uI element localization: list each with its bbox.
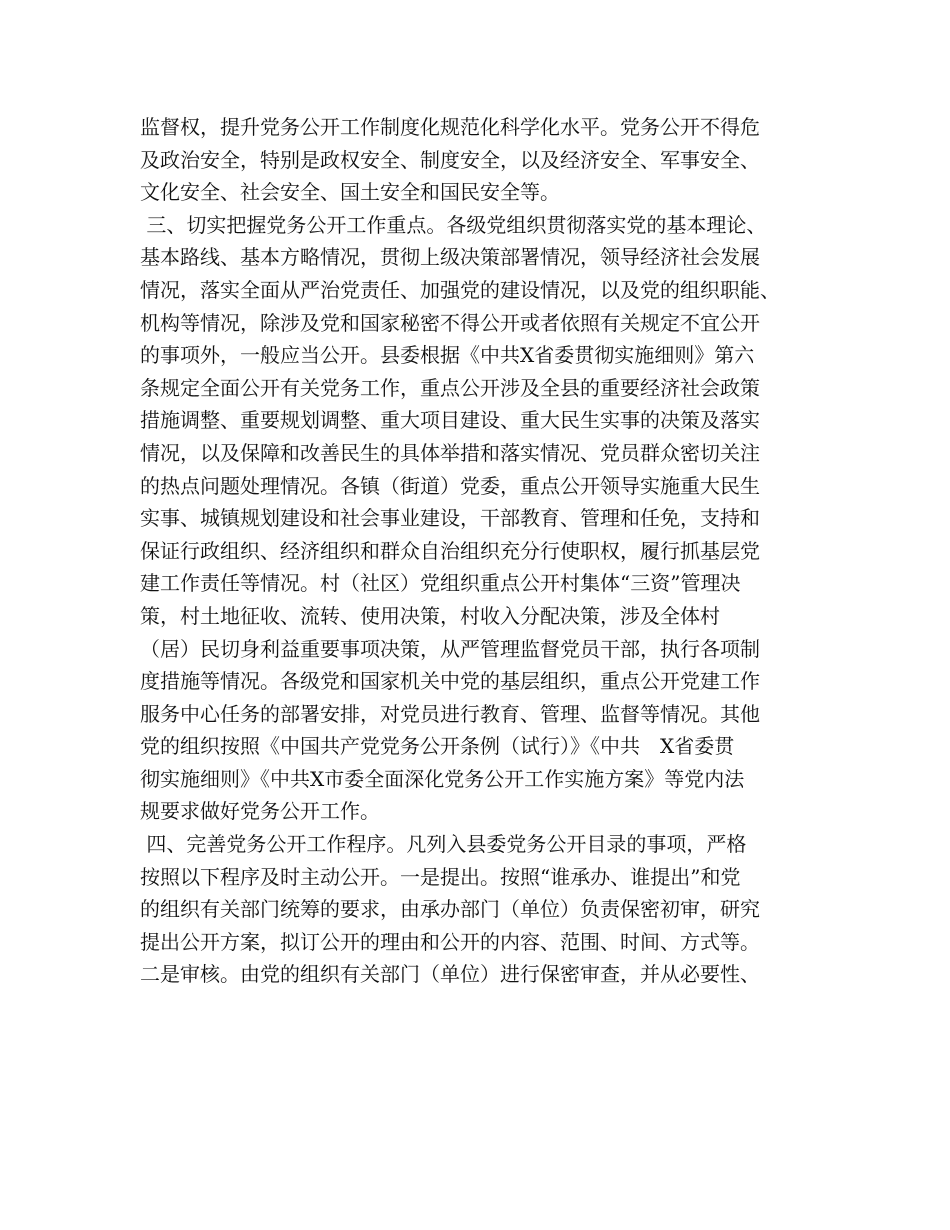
section-4-heading-line: 四、完善党务公开工作程序。凡列入县委党务公开目录的事项，严格 — [140, 832, 747, 857]
text-line: 建工作责任等情况。村（社区）党组织重点公开村集体“三资”管理决 — [140, 571, 741, 596]
text-line: 服务中心任务的部署安排，对党员进行教育、管理、监督等情况。其他 — [140, 701, 760, 726]
text-line: 的事项外，一般应当公开。县委根据《中共X省委贯彻实施细则》第六 — [140, 343, 755, 368]
text-line: 规要求做好党务公开工作。 — [140, 799, 380, 824]
text-line: 实事、城镇规划建设和社会事业建设，干部教育、管理和任免，支持和 — [140, 506, 760, 531]
text-line: 策，村土地征收、流转、使用决策，村收入分配决策，涉及全体村 — [140, 603, 720, 628]
text-line: 党的组织按照《中国共产党党务公开条例（试行）》《中共 X省委贯 — [140, 734, 735, 759]
text-line: 的组织有关部门统筹的要求，由承办部门（单位）负责保密初审，研究 — [140, 897, 760, 922]
text-line: 二是审核。由党的组织有关部门（单位）进行保密审查，并从必要性、 — [140, 962, 760, 987]
body-text — [140, 111, 830, 991]
text-line: 的热点问题处理情况。各镇（街道）党委，重点公开领导实施重大民生 — [140, 473, 760, 498]
text-line: 及政治安全，特别是政权安全、制度安全，以及经济安全、军事安全、 — [140, 147, 760, 172]
text-line: 度措施等情况。各级党和国家机关中党的基层组织，重点公开党建工作 — [140, 669, 760, 694]
text-line: 监督权，提升党务公开工作制度化规范化科学化水平。党务公开不得危 — [140, 115, 760, 139]
text-line: 情况，以及保障和改善民生的具体举措和落实情况、党员群众密切关注 — [140, 440, 760, 465]
text-line: 彻实施细则》《中共X市委全面深化党务公开工作实施方案》等党内法 — [140, 766, 745, 791]
text-line: 文化安全、社会安全、国土安全和国民安全等。 — [140, 180, 560, 205]
text-line: 情况，落实全面从严治党责任、加强党的建设情况，以及党的组织职能、 — [140, 277, 780, 302]
text-line: （居）民切身利益重要事项决策，从严管理监督党员干部，执行各项制 — [140, 636, 760, 661]
text-line: 保证行政组织、经济组织和群众自治组织充分行使职权，履行抓基层党 — [140, 538, 760, 563]
section-3-heading-line: 三、切实把握党务公开工作重点。各级党组织贯彻落实党的基本理论、 — [140, 212, 767, 237]
text-line: 按照以下程序及时主动公开。一是提出。按照“谁承办、谁提出”和党 — [140, 864, 741, 889]
text-line: 措施调整、重要规划调整、重大项目建设、重大民生实事的决策及落实 — [140, 408, 760, 433]
text-line: 提出公开方案，拟订公开的理由和公开的内容、范围、时间、方式等。 — [140, 929, 760, 954]
text-line: 机构等情况，除涉及党和国家秘密不得公开或者依照有关规定不宜公开 — [140, 310, 760, 335]
text-line: 基本路线、基本方略情况，贯彻上级决策部署情况，领导经济社会发展 — [140, 245, 760, 270]
text-line: 条规定全面公开有关党务工作，重点公开涉及全县的重要经济社会政策 — [140, 375, 760, 400]
